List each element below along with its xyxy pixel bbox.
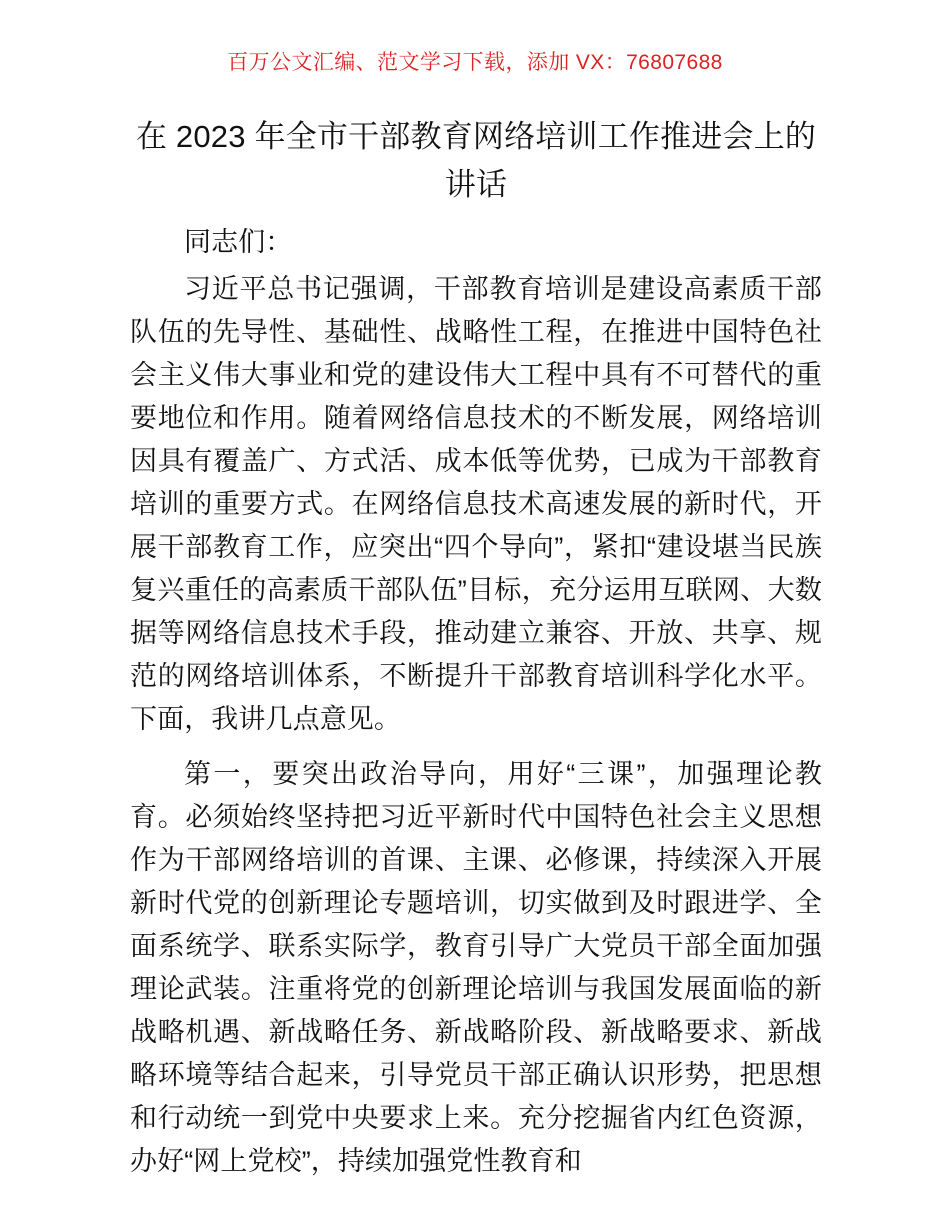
document-salutation: 同志们： [184, 227, 293, 257]
document-title: 在 2023 年全市干部教育网络培训工作推进会上的讲话 [135, 119, 817, 202]
promo-header-banner [0, 50, 950, 75]
promo-header-text: 百万公文汇编、范文学习下载，添加 VX：76807688 [227, 51, 723, 74]
paragraph-spacer [130, 743, 822, 753]
document-paragraph-1: 习近平总书记强调，干部教育培训是建设高素质干部队伍的先导性、基础性、战略性工程，在推进中国特色社会主义伟大事业和党的建设伟大工程中具有不可替代的重要地位和作用。随着网络信息技术的不断发展，网络培训因具有覆盖广、方式活、成本低等优势，已成为干部教育培训的重要方式。在网络信息技术高速发展的新时代，开展干部教育工作，应突出“四个导向”，紧扣“建设堪当民族复兴重任的高素质干部队伍”目标，充分运用互联网、大数据等网络信息技术手段，推动建立兼容、开放、共享、规范的网络培训体系，不断提升干部教育培训科学化水平。下面，我讲几点意见。 [130, 274, 822, 734]
document-paragraph-2: 第一，要突出政治导向，用好“三课”，加强理论教育。必须始终坚持把习近平新时代中国特色社会主义思想作为干部网络培训的首课、主课、必修课，持续深入开展新时代党的创新理论专题培训，切实做到及时跟进学、全面系统学、联系实际学，教育引导广大党员干部全面加强理论武装。注重将党的创新理论培训与我国发展面临的新战略机遇、新战略任务、新战略阶段、新战略要求、新战略环境等结合起来，引导党员干部正确认识形势，把思想和行动统一到党中央要求上来。充分挖掘省内红色资源，办好“网上党校”，持续加强党性教育和 [130, 759, 822, 1176]
document-content [130, 113, 822, 1185]
